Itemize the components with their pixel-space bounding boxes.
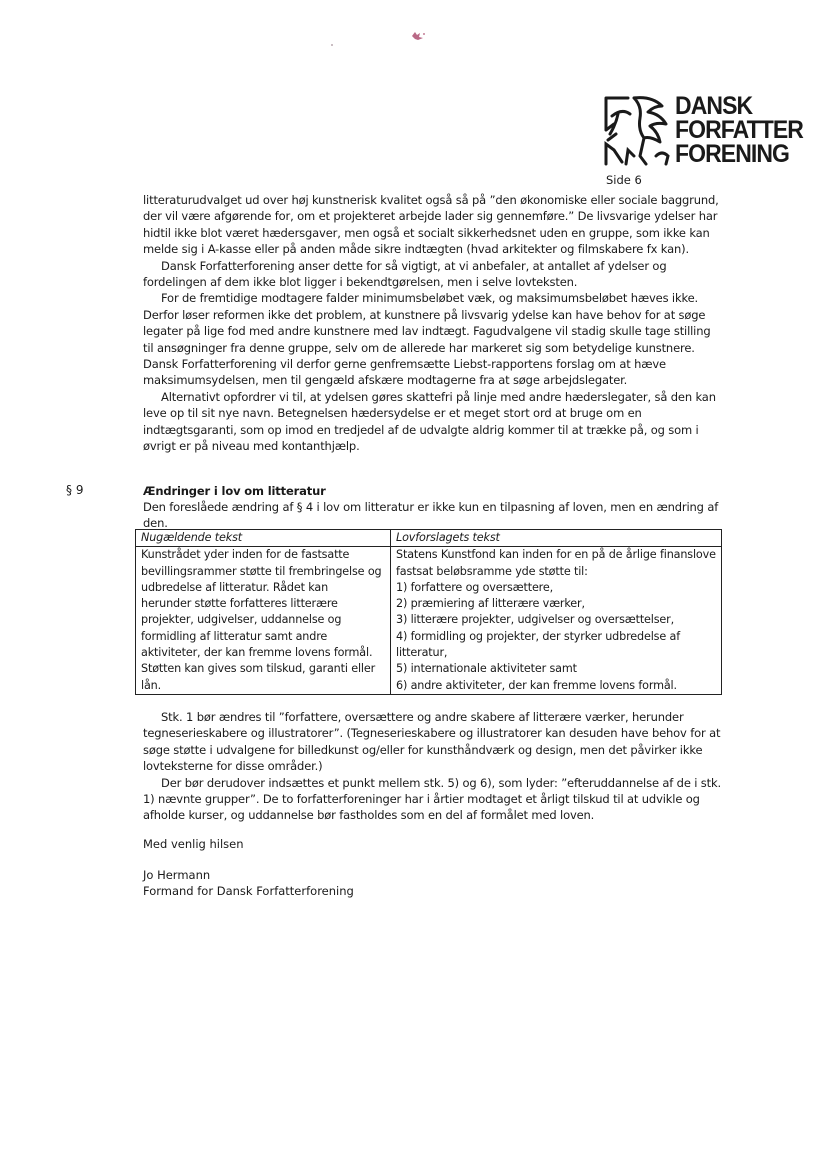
dansk-forfatterforening-logo	[604, 94, 804, 170]
cell-line: 5) internationale aktiviteter samt	[396, 662, 577, 676]
after-table-text	[143, 709, 728, 824]
body-paragraph-2: Dansk Forfatterforening anser dette for så vigtigt, at vi anbefaler, at antallet af ydelser og fordelingen af dem ikke blot ligger i bekendtgørelsen, men i selve lovteksten.	[143, 258, 667, 290]
cell-line: 4) formidling og projekter, der styrker udbredelse af	[396, 629, 680, 643]
body-paragraph-4: Alternativt opfordrer vi til, at ydelsen gøres skattefri på linje med andre hæderslegater, så den kan leve op til sit nye navn. Betegnelsen hædersydelse er et meget stort ord at bruge om en indtægtsgaranti, som op imod en tredjedel af de udvalgte aldrig kommer til at trække på, og som i øvrigt er på niveau med kontanthjælp.	[143, 389, 716, 454]
cell-line: udbredelse af litteratur. Rådet kan	[141, 580, 329, 594]
closing-greeting: Med venlig hilsen	[143, 837, 244, 851]
cell-line: Statens Kunstfond kan inden for en på de årlige finanslove	[396, 548, 716, 562]
logo-line-1: DANSK	[675, 92, 753, 120]
cell-line: bevillingsrammer støtte til frembringelse og	[141, 564, 382, 578]
body-paragraph-1: litteraturudvalget ud over høj kunstnerisk kvalitet også så på ”den økonomiske eller sociale baggrund, der vil være afgørende for, om et projekteret arbejde lader sig gennemføre.” De livsvarige ydelser har hidtil ikke blot været hædersgaver, men også et socialt sikkerhedsnet uden en gruppe, som ikke kan melde sig i A-kasse eller på anden måde sikre indtægten (hvad arkitekter og filmskabere fx kan).	[143, 193, 719, 257]
proposed-text-cell	[391, 547, 722, 695]
cell-line: 6) andre aktiviteter, der kan fremme lovens formål.	[396, 678, 677, 692]
after-paragraph-1: Stk. 1 bør ændres til ”forfattere, oversættere og andre skabere af litterære værker, herunder tegneserieskabere og illustratorer”. (Tegneserieskabere og illustratorer kan desuden have behov for at søge støtte i udvalgene for billedkunst og/eller for kunsthåndværk og design, men det påvirker ikke lovteksterne for disse områder.)	[143, 710, 721, 774]
table-header-current: Nugældende tekst	[136, 530, 391, 547]
cell-line: 1) forfattere og oversættere,	[396, 580, 554, 594]
cell-line: aktiviteter, der kan fremme lovens formål.	[141, 646, 373, 660]
ink-smudge	[409, 30, 427, 42]
signer-title: Formand for Dansk Forfatterforening	[143, 884, 354, 899]
cell-line: formidling af litteratur samt andre	[141, 629, 328, 643]
signature-block	[143, 867, 354, 900]
after-paragraph-2: Der bør derudover indsættes et punkt mellem stk. 5) og 6), som lyder: ”efteruddannelse af de i stk. 1) nævnte grupper”. De to forfatterforeninger har i årtier modtaget et årligt tilskud til at udvikle og afholde kurser, og uddannelse bør fastholdes som en del af formålet med loven.	[143, 775, 722, 823]
cell-line: herunder støtte forfatteres litterære	[141, 597, 338, 611]
section-number: § 9	[66, 483, 84, 497]
cell-line: Støtten kan gives som tilskud, garanti eller	[141, 662, 376, 676]
cell-line: projekter, udgivelser, uddannelse og	[141, 613, 342, 627]
table-header-row	[136, 530, 722, 547]
cell-line: lån.	[141, 678, 162, 692]
section-heading	[143, 483, 743, 531]
section-intro: Den foreslåede ændring af § 4 i lov om litteratur er ikke kun en tilpasning af loven, men en ændring af den.	[143, 500, 719, 530]
signer-name: Jo Hermann	[143, 868, 211, 882]
speck	[331, 44, 333, 46]
current-text-cell	[136, 547, 391, 695]
cell-line: 3) litterære projekter, udgivelser og oversættelser,	[396, 613, 675, 627]
cell-line: 2) præmiering af litterære værker,	[396, 597, 585, 611]
cell-line: litteratur,	[396, 646, 448, 660]
cell-line: fastsat beløbsramme yde støtte til:	[396, 564, 588, 578]
table-header-proposed: Lovforslagets tekst	[391, 530, 722, 547]
logo-line-3: FORENING	[675, 140, 790, 168]
logo-emblem-icon	[604, 94, 674, 168]
table-row	[136, 547, 722, 695]
body-paragraph-3: For de fremtidige modtagere falder minimumsbeløbet væk, og maksimumsbeløbet hæves ikke. Derfor løser reformen ikke det problem, at kunstnere på livsvarig ydelse kan have behov for at søge legater på lige fod med andre kunstnere med lav indtægt. Fagudvalgene vil stadig skulle tage stilling til ansøgninger fra denne gruppe, selv om de allerede har markeret sig som betydelige kunstnere. Dansk Forfatterforening vil derfor gerne genfremsætte Liebst-rapportens forslag om at hæve maksimumsydelsen, men til gengæld afskære modtagerne fra at søge arbejdslegater.	[143, 291, 711, 388]
logo-line-2: FORFATTER	[675, 116, 804, 144]
comparison-table	[135, 529, 722, 695]
cell-line: Kunstrådet yder inden for de fastsatte	[141, 548, 350, 562]
section-title: Ændringer i lov om litteratur	[143, 484, 326, 498]
body-text	[143, 192, 723, 455]
page-number: Side 6	[606, 173, 642, 187]
